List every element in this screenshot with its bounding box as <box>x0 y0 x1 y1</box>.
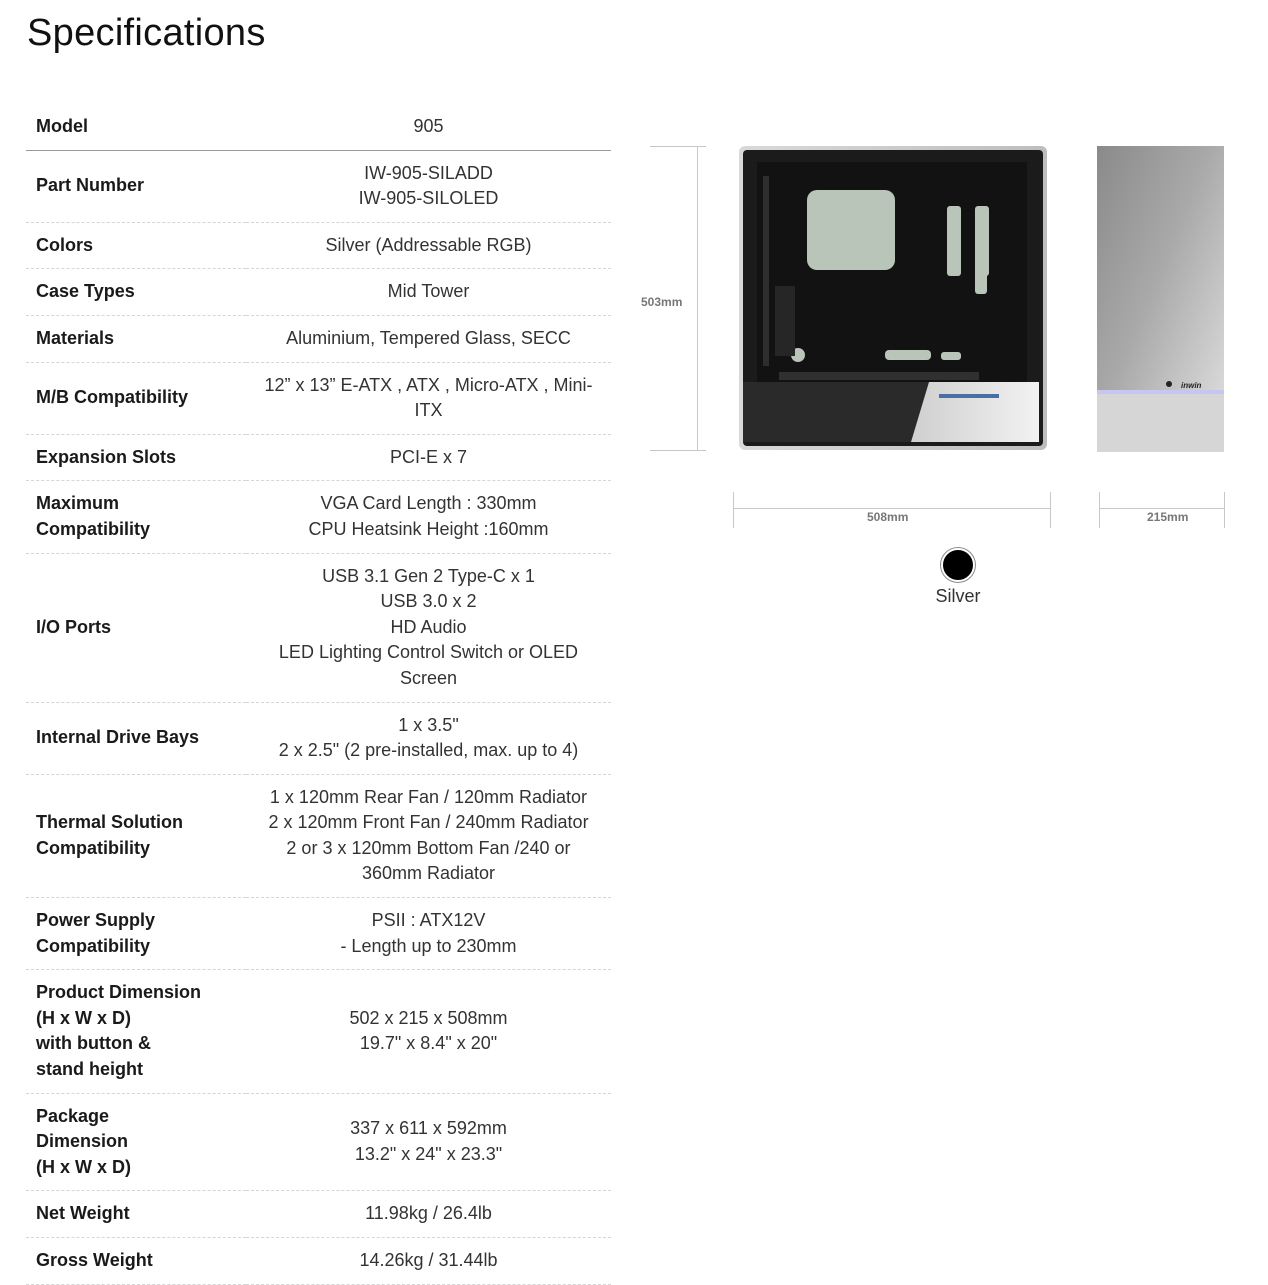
spec-label-line: Product Dimension <box>36 982 202 1003</box>
height-dimension-line <box>697 146 698 451</box>
spec-row <box>26 362 611 434</box>
spec-value-line: 2 x 120mm Front Fan / 240mm Radiator <box>268 812 589 833</box>
spec-value-line: 19.7" x 8.4" x 20" <box>359 1033 498 1054</box>
spec-value-line: Aluminium, Tempered Glass, SECC <box>286 327 571 348</box>
spec-label-line: Compatibility <box>36 518 151 539</box>
spec-value-line: PCI-E x 7 <box>389 446 468 467</box>
spec-label-line: Thermal Solution <box>36 812 184 833</box>
spec-value <box>246 481 611 553</box>
specifications-table <box>26 104 611 1285</box>
spec-label-line: Materials <box>36 327 115 348</box>
spec-value-line: HD Audio <box>390 616 467 637</box>
spec-value-line: Screen <box>399 667 458 688</box>
spec-value-line: 905 <box>413 116 444 136</box>
spec-label <box>26 434 246 481</box>
spec-value-line: Silver (Addressable RGB) <box>325 234 532 255</box>
spec-label-line: stand height <box>36 1059 143 1080</box>
spec-value-line: 1 x 3.5" <box>398 714 459 735</box>
width-dimension-left-tick <box>1099 492 1100 528</box>
spec-label <box>26 481 246 553</box>
spec-row <box>26 702 611 774</box>
spec-value-line: 360mm Radiator <box>361 863 496 884</box>
spec-label-line: with button & <box>36 1033 151 1054</box>
spec-value <box>246 702 611 774</box>
spec-label-line: Compatibility <box>36 837 151 858</box>
spec-label-line: Internal Drive Bays <box>36 727 200 748</box>
spec-value-line: 337 x 611 x 592mm <box>350 1118 507 1139</box>
spec-value-line: Mid Tower <box>387 281 470 302</box>
inwin-logo: inwin <box>1181 381 1202 390</box>
spec-row <box>26 898 611 970</box>
page-title: Specifications <box>27 12 266 54</box>
height-dimension-bottom-tick <box>650 450 706 451</box>
spec-value-line: - Length up to 230mm <box>340 935 517 956</box>
spec-value <box>246 315 611 362</box>
spec-label <box>26 104 246 150</box>
spec-value <box>246 898 611 970</box>
case-front-view-image <box>1097 146 1224 452</box>
spec-value <box>246 104 611 150</box>
spec-value <box>246 269 611 316</box>
spec-row <box>26 553 611 702</box>
spec-label <box>26 1093 246 1191</box>
spec-label <box>26 702 246 774</box>
spec-value <box>246 434 611 481</box>
spec-row <box>26 222 611 269</box>
height-dimension-label: 503mm <box>641 295 683 309</box>
depth-dimension-line <box>733 508 1051 509</box>
spec-value <box>246 362 611 434</box>
color-swatch-label: Silver <box>935 586 981 606</box>
case-side-view-image <box>739 146 1047 450</box>
spec-label <box>26 269 246 316</box>
spec-label <box>26 150 246 222</box>
spec-row <box>26 481 611 553</box>
width-dimension-line <box>1099 508 1225 509</box>
spec-row <box>26 1238 611 1285</box>
spec-value <box>246 222 611 269</box>
spec-row <box>26 315 611 362</box>
spec-value-line: 12” x 13” E-ATX , ATX , Micro-ATX , Mini-ITX <box>264 374 593 421</box>
spec-label <box>26 774 246 897</box>
spec-value-line: IW-905-SILOLED <box>358 188 499 209</box>
spec-row <box>26 970 611 1093</box>
depth-dimension-label: 508mm <box>867 510 909 524</box>
spec-value-line: IW-905-SILADD <box>364 162 493 183</box>
depth-dimension-left-tick <box>733 492 734 528</box>
spec-label-line: Case Types <box>36 281 135 302</box>
spec-value-line: 11.98kg / 26.4lb <box>365 1203 492 1224</box>
spec-value-line: VGA Card Length : 330mm <box>320 493 537 514</box>
spec-label-line: Expansion Slots <box>36 446 177 467</box>
spec-row <box>26 434 611 481</box>
spec-value-line: USB 3.0 x 2 <box>380 591 477 612</box>
spec-value <box>246 553 611 702</box>
spec-value-line: PSII : ATX12V <box>371 910 486 931</box>
spec-value <box>246 774 611 897</box>
spec-value <box>246 970 611 1093</box>
spec-label-line: Power Supply <box>36 910 156 931</box>
spec-row <box>26 1093 611 1191</box>
spec-label-line: I/O Ports <box>36 616 112 637</box>
spec-label <box>26 970 246 1093</box>
spec-value-line: CPU Heatsink Height :160mm <box>308 518 549 539</box>
spec-label <box>26 315 246 362</box>
spec-label-line: (H x W x D) <box>36 1156 132 1177</box>
color-swatch-silver[interactable] <box>941 548 975 582</box>
spec-label-line: Model <box>36 116 88 136</box>
spec-value-line: 2 x 2.5" (2 pre-installed, max. up to 4) <box>278 740 579 761</box>
spec-label-line: Net Weight <box>36 1203 130 1224</box>
spec-label-line: Dimension <box>36 1131 129 1152</box>
spec-label <box>26 362 246 434</box>
spec-label-line: Gross Weight <box>36 1250 153 1270</box>
spec-value-line: 14.26kg / 31.44lb <box>359 1250 498 1270</box>
spec-value-line: 13.2" x 24" x 23.3" <box>354 1144 503 1165</box>
spec-label <box>26 1238 246 1285</box>
spec-value-line: LED Lighting Control Switch or OLED <box>278 642 579 663</box>
spec-value-line: USB 3.1 Gen 2 Type-C x 1 <box>322 565 535 586</box>
spec-label <box>26 1191 246 1238</box>
depth-dimension-right-tick <box>1050 492 1051 528</box>
width-dimension-right-tick <box>1224 492 1225 528</box>
spec-row <box>26 774 611 897</box>
spec-row <box>26 1191 611 1238</box>
spec-label <box>26 553 246 702</box>
spec-value-line: 502 x 215 x 508mm <box>349 1007 508 1028</box>
spec-label-line: Compatibility <box>36 935 151 956</box>
spec-label-line: (H x W x D) <box>36 1007 132 1028</box>
spec-value-line: 1 x 120mm Rear Fan / 120mm Radiator <box>269 786 588 807</box>
spec-value-line: 2 or 3 x 120mm Bottom Fan /240 or <box>286 837 571 858</box>
spec-label-line: Part Number <box>36 175 145 196</box>
spec-value <box>246 1191 611 1238</box>
spec-label-line: Colors <box>36 234 94 255</box>
spec-row <box>26 104 611 150</box>
spec-value <box>246 150 611 222</box>
spec-value <box>246 1093 611 1191</box>
spec-label <box>26 222 246 269</box>
spec-row <box>26 150 611 222</box>
spec-value <box>246 1238 611 1285</box>
spec-label <box>26 898 246 970</box>
width-dimension-label: 215mm <box>1147 510 1189 524</box>
spec-label-line: Package <box>36 1105 110 1126</box>
spec-row <box>26 269 611 316</box>
spec-label-line: M/B Compatibility <box>36 387 188 408</box>
spec-label-line: Maximum <box>36 493 120 514</box>
